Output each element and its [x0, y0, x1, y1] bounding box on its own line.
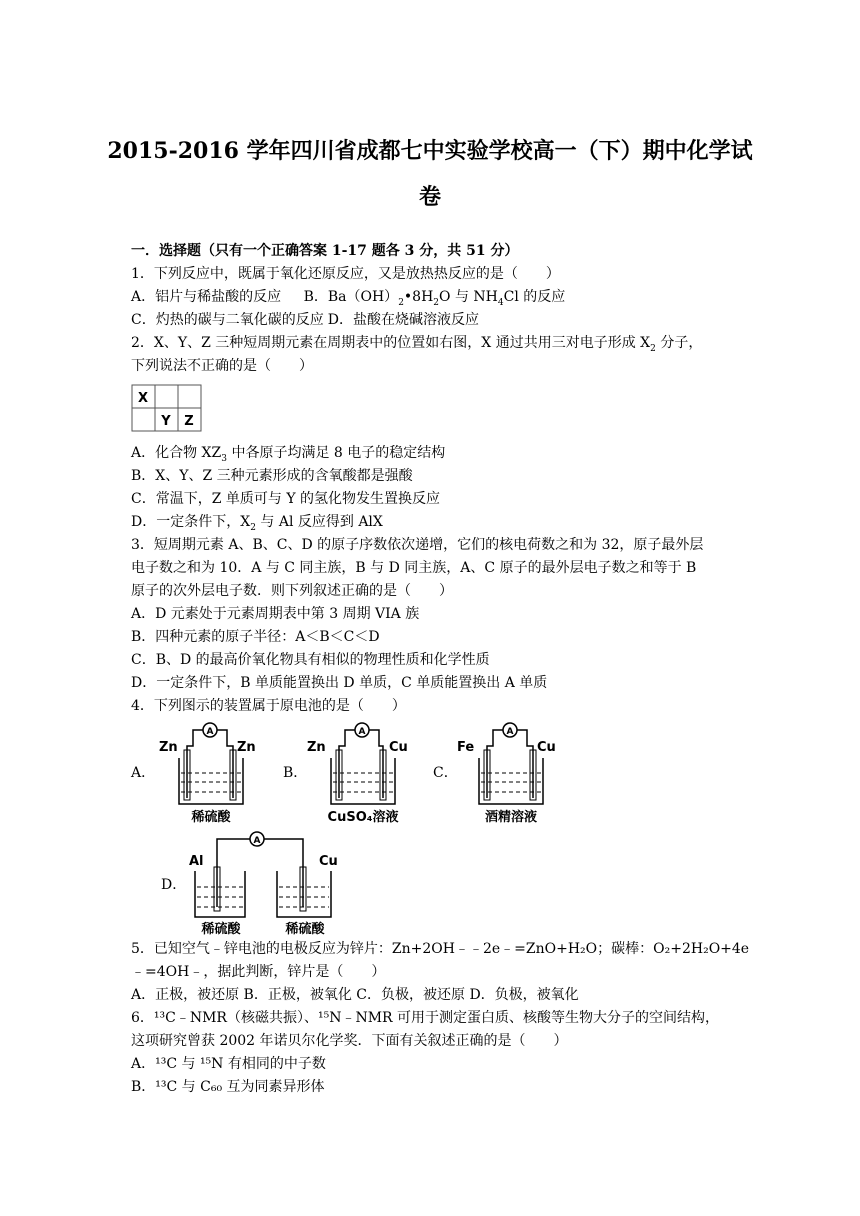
q1-option-a: A．铝片与稀盐酸的反应	[131, 289, 282, 305]
cell-diagram-d	[185, 827, 355, 937]
q3-option-d: D．一定条件下，B 单质能置换出 D 单质，C 单质能置换出 A 单质	[131, 675, 548, 691]
grid-label-z: Z	[184, 414, 194, 429]
grid-label-y: Y	[161, 414, 171, 429]
solution-caption-right: 稀硫酸	[285, 922, 325, 937]
svg-text:A: A	[253, 836, 261, 846]
q2-option-d: D．一定条件下，$X_2$ 与 Al 反应得到 AlX	[131, 514, 383, 533]
electrode-right-label: Cu	[319, 854, 338, 869]
q2-option-a: A．化合物 $XZ_3$ 中各原子均满足 8 电子的稳定结构	[131, 445, 446, 464]
periodic-table-grid	[131, 384, 203, 434]
q4-option-c-label: C．	[433, 765, 458, 781]
q4-option-a-label: A．	[131, 765, 156, 781]
electrode-left-label: Zn	[159, 740, 178, 755]
q3-option-a: A．D 元素处于元素周期表中第 3 周期 VIA 族	[131, 606, 420, 622]
electrode-right-label: Cu	[537, 740, 556, 755]
title-line-2: 卷	[418, 184, 441, 210]
solution-caption: CuSO₄溶液	[327, 810, 399, 824]
q2-stem: 2．X、Y、Z 三种短周期元素在周期表中的位置如右图，X 通过共用三对电子形成 $X_2$ 分子，	[131, 335, 703, 354]
beaker	[331, 758, 395, 804]
svg-text:A: A	[206, 727, 214, 737]
q4-option-b-label: B．	[283, 765, 308, 781]
cell-diagram-b	[305, 718, 420, 824]
solution-caption: 酒精溶液	[484, 810, 538, 824]
q4-option-d-label: D．	[161, 877, 187, 893]
q3-stem-1: 3．短周期元素 A、B、C、D 的原子序数依次递增，它们的核电荷数之和为 32，原子最外层	[131, 537, 704, 553]
grid-cell-4	[132, 408, 155, 431]
section-heading: 一．选择题（只有一个正确答案 1-17 题各 3 分，共 51 分）	[131, 243, 519, 259]
q5-stem-2: ﹣=4OH﹣，据此判断，锌片是（ ）	[131, 964, 386, 980]
q6-stem-1: 6．¹³C﹣NMR（核磁共振）、¹⁵N﹣NMR 可用于测定蛋白质、核酸等生物大分子的空间结构，	[131, 1010, 720, 1026]
solution-caption-left: 稀硫酸	[201, 922, 241, 937]
q3-stem-2: 电子数之和为 10．A 与 C 同主族，B 与 D 同主族，A、C 原子的最外层电子数之和等于 B	[131, 560, 697, 576]
q3-stem-3: 原子的次外层电子数．则下列叙述正确的是（ ）	[131, 583, 453, 599]
electrode-right-label: Zn	[237, 740, 256, 755]
q4-stem: 4．下列图示的装置属于原电池的是（ ）	[131, 698, 406, 714]
q1-option-d: D．盐酸在烧碱溶液反应	[327, 312, 479, 328]
q1-options-ab	[131, 288, 565, 306]
beaker-right	[277, 871, 331, 917]
electrode-right-label: Cu	[389, 740, 408, 755]
q1-stem: 1．下列反应中，既属于氧化还原反应，又是放热热反应的是（ ）	[131, 266, 560, 282]
q2-option-c: C．常温下，Z 单质可与 Y 的氢化物发生置换反应	[131, 491, 441, 507]
cell-diagram-a	[155, 718, 265, 824]
svg-text:A: A	[358, 727, 366, 737]
q6-option-b: B．¹³C 与 C₆₀ 互为同素异形体	[131, 1079, 325, 1095]
q3-option-b: B．四种元素的原子半径：A＜B＜C＜D	[131, 629, 380, 645]
q2-stem-2: 下列说法不正确的是（ ）	[131, 358, 313, 374]
grid-cell-3	[178, 385, 201, 408]
q1-option-c: C．灼热的碳与二氧化碳的反应	[131, 312, 324, 328]
q3-option-c: C．B、D 的最高价氧化物具有相似的物理性质和化学性质	[131, 652, 490, 668]
svg-text:A: A	[506, 727, 514, 737]
grid-label-x: X	[137, 391, 149, 406]
q1-option-b: B．$Ba(OH)_2•8H_2O$ 与 $NH_4Cl$ 的反应	[303, 289, 566, 308]
electrode-left-label: Fe	[457, 740, 475, 755]
cell-diagram-c	[455, 718, 565, 824]
title-line-1: 2015-2016 学年四川省成都七中实验学校高一（下）期中化学试	[107, 138, 753, 164]
q5-stem-1: 5．已知空气﹣锌电池的电极反应为锌片：Zn+2OH﹣﹣2e﹣=ZnO+H₂O；碳棒：O₂+2H₂O+4e	[131, 941, 750, 957]
q5-options: A．正极，被还原 B．正极，被氧化 C．负极，被还原 D．负极，被氧化	[131, 987, 579, 1003]
solution-caption: 稀硫酸	[191, 810, 231, 824]
grid-cell-2	[155, 385, 178, 408]
q2-option-b: B．X、Y、Z 三种元素形成的含氧酸都是强酸	[131, 468, 413, 484]
electrode-left-label: Al	[189, 854, 204, 869]
q6-option-a: A．¹³C 与 ¹⁵N 有相同的中子数	[131, 1056, 326, 1072]
electrode-left-label: Zn	[307, 740, 326, 755]
q1-options-cd	[131, 311, 479, 329]
q6-stem-2: 这项研究曾获 2002 年诺贝尔化学奖．下面有关叙述正确的是（ ）	[131, 1033, 568, 1049]
